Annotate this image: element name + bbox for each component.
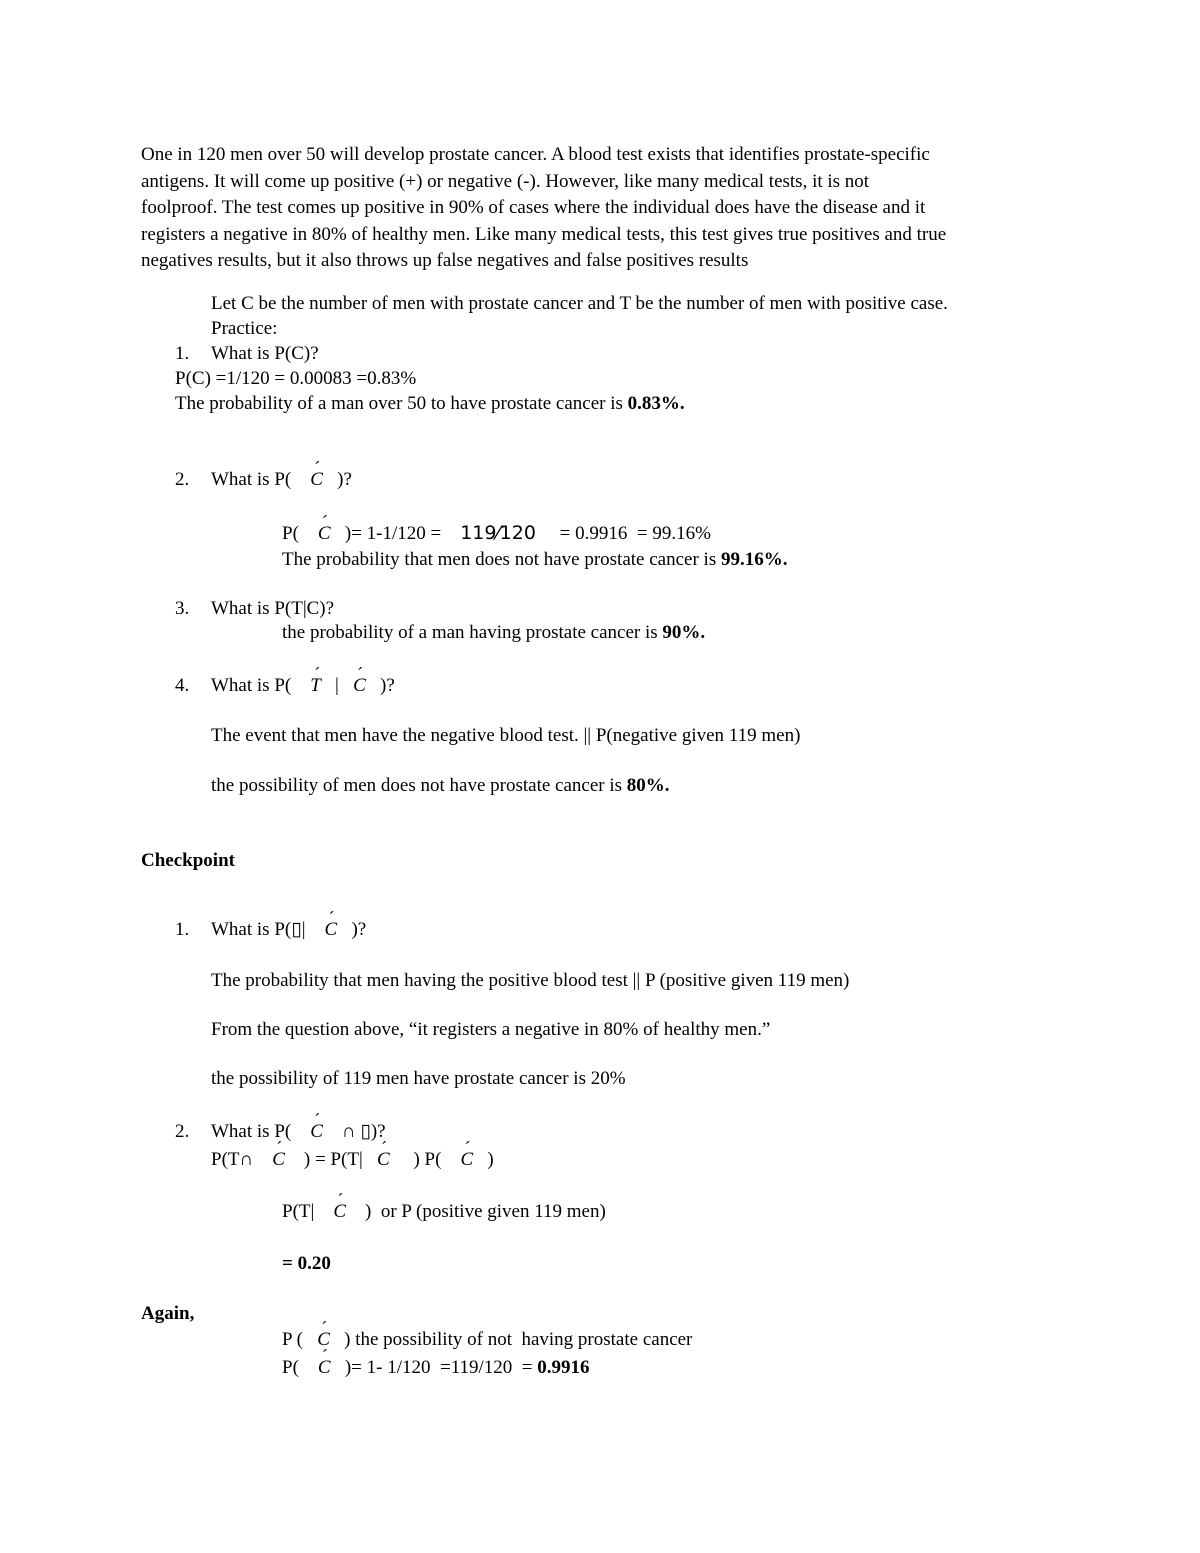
c-complement-symbol: C ´ <box>460 1149 473 1171</box>
c-complement-symbol: C ´ <box>317 1329 330 1351</box>
setup-let-line: Let C be the number of men with prostate cancer and T be the number of men with positive case. <box>211 293 948 314</box>
practice-q4-number: 4. <box>175 675 190 696</box>
checkpoint-q2-line: P(T| C ´ ) or P (positive given 119 men) <box>282 1201 606 1223</box>
practice-q4-event: The event that men have the negative blood test. || P(negative given 119 men) <box>211 725 801 746</box>
c-complement-symbol: C ´ <box>353 675 366 697</box>
missing-glyph-box: ▯ <box>360 1121 371 1142</box>
missing-glyph-box: ▯ <box>291 919 302 940</box>
practice-q2-calc: P( C ´ )= 1-1/120 = 119⁄120 = 0.9916 = 99.16% <box>282 522 711 545</box>
checkpoint-q1-number: 1. <box>175 919 190 940</box>
again-heading: Again, <box>141 1303 195 1324</box>
c-complement-symbol: C ´ <box>310 1121 323 1143</box>
practice-q3-number: 3. <box>175 598 190 619</box>
checkpoint-q1-line1: The probability that men having the positive blood test || P (positive given 119 men) <box>211 970 850 991</box>
c-complement-symbol: C ´ <box>272 1149 285 1171</box>
intro-paragraph <box>141 142 1071 275</box>
intro-line: foolproof. The test comes up positive in 90% of cases where the individual does have the disease and it <box>141 197 926 219</box>
practice-q3-question: What is P(T|C)? <box>211 598 335 619</box>
c-complement-symbol: C ´ <box>318 1357 331 1379</box>
checkpoint-q2-formula: P(T∩ C ´ ) = P(T| C ´ ) P( C ´ ) <box>211 1149 494 1171</box>
intro-line: One in 120 men over 50 will develop prostate cancer. A blood test exists that identifies prostate-specific <box>141 144 930 165</box>
checkpoint-q2-number: 2. <box>175 1121 190 1142</box>
c-complement-symbol: C ´ <box>333 1201 346 1223</box>
c-complement-symbol: C ´ <box>310 469 323 491</box>
checkpoint-q1-question: What is P(▯| C ´ )? <box>211 919 366 941</box>
fraction-119-120: 119⁄120 <box>460 522 536 544</box>
practice-q1-question: What is P(C)? <box>211 343 319 364</box>
again-line1: P ( C ´ ) the possibility of not having prostate cancer <box>282 1329 692 1351</box>
checkpoint-q2-question: What is P( C ´ ∩ ▯)? <box>211 1121 386 1143</box>
practice-q1-number: 1. <box>175 343 190 364</box>
checkpoint-q2-result: = 0.20 <box>282 1253 331 1274</box>
practice-q1-calc: P(C) =1/120 = 0.00083 =0.83% <box>175 368 417 389</box>
practice-q4-answer: the possibility of men does not have prostate cancer is 80%. <box>211 775 670 796</box>
again-line2: P( C ´ )= 1- 1/120 =119/120 = 0.9916 <box>282 1357 590 1379</box>
practice-label: Practice: <box>211 318 278 339</box>
practice-q2-question: What is P( C ´ )? <box>211 469 352 491</box>
checkpoint-heading: Checkpoint <box>141 850 235 871</box>
t-complement-symbol: T ´ <box>310 675 321 697</box>
c-complement-symbol: C ´ <box>318 523 331 545</box>
checkpoint-q1-line2: From the question above, “it registers a negative in 80% of healthy men.” <box>211 1019 771 1040</box>
practice-q1-answer: The probability of a man over 50 to have prostate cancer is 0.83%. <box>175 393 685 414</box>
practice-q2-number: 2. <box>175 469 190 490</box>
intro-line: antigens. It will come up positive (+) or negative (-). However, like many medical tests, it is not <box>141 170 870 192</box>
checkpoint-q1-line3: the possibility of 119 men have prostate cancer is 20% <box>211 1068 626 1089</box>
practice-q4-question: What is P( T ´ | C ´ )? <box>211 675 395 697</box>
intro-line: registers a negative in 80% of healthy men. Like many medical tests, this test gives true positives and true <box>141 223 947 245</box>
c-complement-symbol: C ´ <box>325 919 338 941</box>
practice-q2-answer: The probability that men does not have prostate cancer is 99.16%. <box>282 549 788 570</box>
practice-q3-answer: the probability of a man having prostate cancer is 90%. <box>282 622 706 643</box>
intro-line: negatives results, but it also throws up false negatives and false positives results <box>141 250 749 272</box>
c-complement-symbol: C ´ <box>377 1149 390 1171</box>
